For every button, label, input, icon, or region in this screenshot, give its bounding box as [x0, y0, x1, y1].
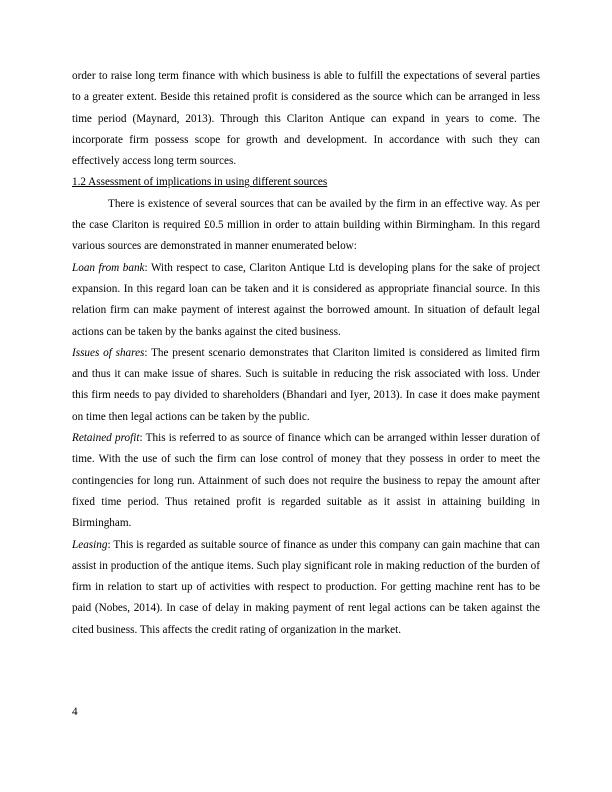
- source-issues-of-shares: [72, 343, 540, 428]
- source-description: : This is referred to as source of finance which can be arranged within lesser duration of time. With the use of such the firm can lose control of money that they possess in order to meet the contingencies for long run. Attainment of such does not require the business to repay the amount after fixed time period. Thus retained profit is regarded suitable as it assist in attaining building in Birmingham.: [72, 432, 541, 530]
- source-term: Issues of shares: [72, 346, 145, 359]
- source-retained-profit: [72, 428, 540, 534]
- source-leasing: [72, 535, 540, 641]
- source-loan-from-bank: [72, 258, 540, 343]
- source-description: : With respect to case, Clariton Antique Ltd is developing plans for the sake of project expansion. In this regard loan can be taken and it is considered as appropriate financial source. In this relation firm can make payment of interest against the borrowed amount. In situation of default legal actions can be taken by the banks against the cited business.: [72, 261, 540, 338]
- section-intro-paragraph: There is existence of several sources that can be availed by the firm in an effective way. As per the case Clariton is required £0.5 million in order to attain building within Birmingham. In this regard various sources are demonstrated in manner enumerated below:: [72, 197, 540, 253]
- page-number: 4: [72, 706, 78, 718]
- page-body: [72, 66, 540, 641]
- intro-paragraph: order to raise long term finance with which business is able to fulfill the expectations of several parties to a greater extent. Beside this retained profit is considered as the source which can be arranged in less time period (Maynard, 2013). Through this Clariton Antique can expand in years to come. The incorporate firm possess scope for growth and development. In accordance with such they can effectively access long term sources.: [72, 70, 540, 168]
- source-term: Leasing: [72, 538, 108, 551]
- source-term: Retained profit: [72, 432, 140, 445]
- source-term: Loan from bank: [72, 261, 145, 274]
- section-heading: 1.2 Assessment of implications in using different sources: [72, 176, 328, 189]
- source-description: : The present scenario demonstrates that Clariton limited is considered as limited firm and thus it can make issue of shares. Such is suitable in reducing the risk associated with loss. Under this firm needs to pay divided to shareholders (Bhandari and Iyer, 2013). In case it does make payment on time then legal actions can be taken by the public.: [72, 346, 540, 423]
- source-description: : This is regarded as suitable source of finance as under this company can gain machine that can assist in production of the antique items. Such play significant role in making reduction of the burden of firm in relation to start up of activities with respect to production. For getting machine rent has to be paid (Nobes, 2014). In case of delay in making payment of rent legal actions can be taken against the cited business. This affects the credit rating of organization in the market.: [72, 538, 540, 636]
